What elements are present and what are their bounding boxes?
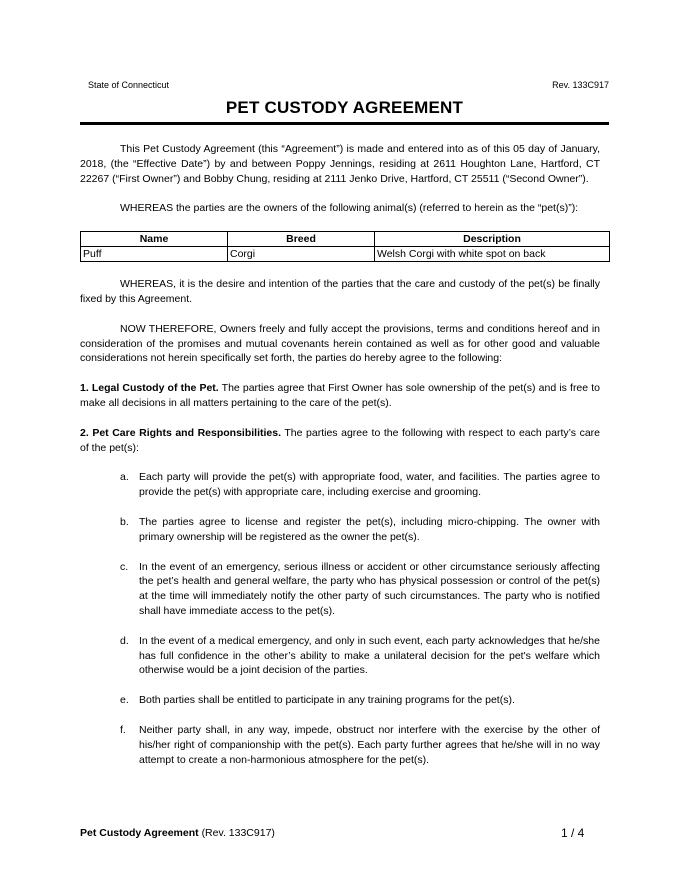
whereas-paragraph-2: WHEREAS, it is the desire and intention of the parties that the care and custody of the pet(s) be finally fixed by this Agreement. — [80, 278, 600, 305]
state-label: State of Connecticut — [88, 80, 170, 90]
now-therefore-paragraph: NOW THEREFORE, Owners freely and fully accept the provisions, terms and conditions hereof and in consideration of the promises and mutual covenants herein contained as well as for other good and valuable considerations not herein specifically set forth, the parties do hereby agree to the following: — [80, 322, 600, 365]
list-marker: f. — [120, 723, 126, 736]
section-1-text: The parties agree that First Owner has sole ownership of the pet(s) and is free to make all decisions in all matters pertaining to the care of the pet(s). — [80, 382, 600, 409]
list-item-text: Both parties shall be entitled to participate in any training programs for the pet(s). — [139, 694, 515, 707]
list-item — [80, 515, 600, 545]
pet-breed-cell: Corgi — [228, 247, 375, 262]
document-body — [80, 142, 600, 767]
list-item-text: Neither party shall, in any way, impede, obstruct nor interfere with the exercise by the other of his/her right of companionship with the pet(s). Each party further agrees that he/she will in no way attempt to create a non-harmonious atmosphere for the pet(s). — [139, 723, 600, 766]
section-1 — [80, 381, 600, 411]
section-2 — [80, 426, 600, 456]
list-item-text: In the event of an emergency, serious illness or accident or other circumstance seriously affecting the pet’s health and general welfare, the party who has physical possession or control of the pet(s) at the time will immediately notify the other party of such circumstances. The party who is notified shall have immediate access to the pet(s). — [139, 560, 600, 617]
pets-col-name: Name — [81, 232, 228, 247]
list-item — [80, 470, 600, 500]
list-item-text: The parties agree to license and register the pet(s), including micro-chipping. The owner with primary ownership will be registered as the owner the pet(s). — [139, 515, 600, 543]
section-2-title: 2. Pet Care Rights and Responsibilities. — [80, 426, 282, 439]
revision-label: Rev. 133C917 — [552, 80, 609, 90]
list-marker: e. — [120, 694, 129, 707]
list-item-text: Each party will provide the pet(s) with appropriate food, water, and facilities. The parties agree to provide the pet(s) with appropriate care, including exercise and grooming. — [139, 471, 600, 499]
footer-document-name — [80, 827, 275, 839]
section-2-text: The parties agree to the following with respect to each party’s care of the pet(s): — [80, 426, 600, 454]
table-row — [81, 247, 610, 262]
list-item — [80, 560, 600, 619]
list-marker: b. — [120, 515, 129, 528]
footer-title: Pet Custody Agreement — [80, 827, 199, 839]
pets-table-header-row — [81, 232, 610, 247]
section-1-title: 1. Legal Custody of the Pet. — [80, 382, 219, 395]
list-item-text: In the event of a medical emergency, and only in such event, each party acknowledges that he/she has full confidence in the other’s ability to make a unilateral decision for the pet's welfare which otherwise would be a joint decision of the parties. — [139, 634, 600, 677]
list-marker: c. — [120, 560, 129, 573]
page-number: 1 / 4 — [561, 826, 585, 840]
pets-table — [80, 231, 610, 262]
footer-revision: (Rev. 133C917) — [201, 827, 275, 839]
pet-name-cell: Puff — [81, 247, 228, 262]
pet-description-cell: Welsh Corgi with white spot on back — [375, 247, 610, 262]
list-marker: d. — [120, 634, 129, 647]
title-rule — [80, 122, 609, 125]
intro-paragraph: This Pet Custody Agreement (this “Agreement”) is made and entered into as of this 05 day of January, 2018, (the “Effective Date”) by and between Poppy Jennings, residing at 2611 Houghton Lane, Hartford, CT 22267 (“First Owner”) and Bobby Chung, residing at 2111 Jenko Drive, Hartford, CT 25511 (“Second Owner”). — [80, 143, 600, 185]
list-marker: a. — [120, 471, 129, 484]
list-item — [80, 634, 600, 678]
pets-col-breed: Breed — [228, 232, 375, 247]
whereas-paragraph-1: WHEREAS the parties are the owners of the following animal(s) (referred to herein as the “pet(s)”): — [120, 202, 579, 215]
list-item — [80, 693, 600, 708]
document-title: PET CUSTODY AGREEMENT — [225, 98, 464, 117]
list-item — [80, 723, 600, 767]
pets-col-description: Description — [375, 232, 610, 247]
